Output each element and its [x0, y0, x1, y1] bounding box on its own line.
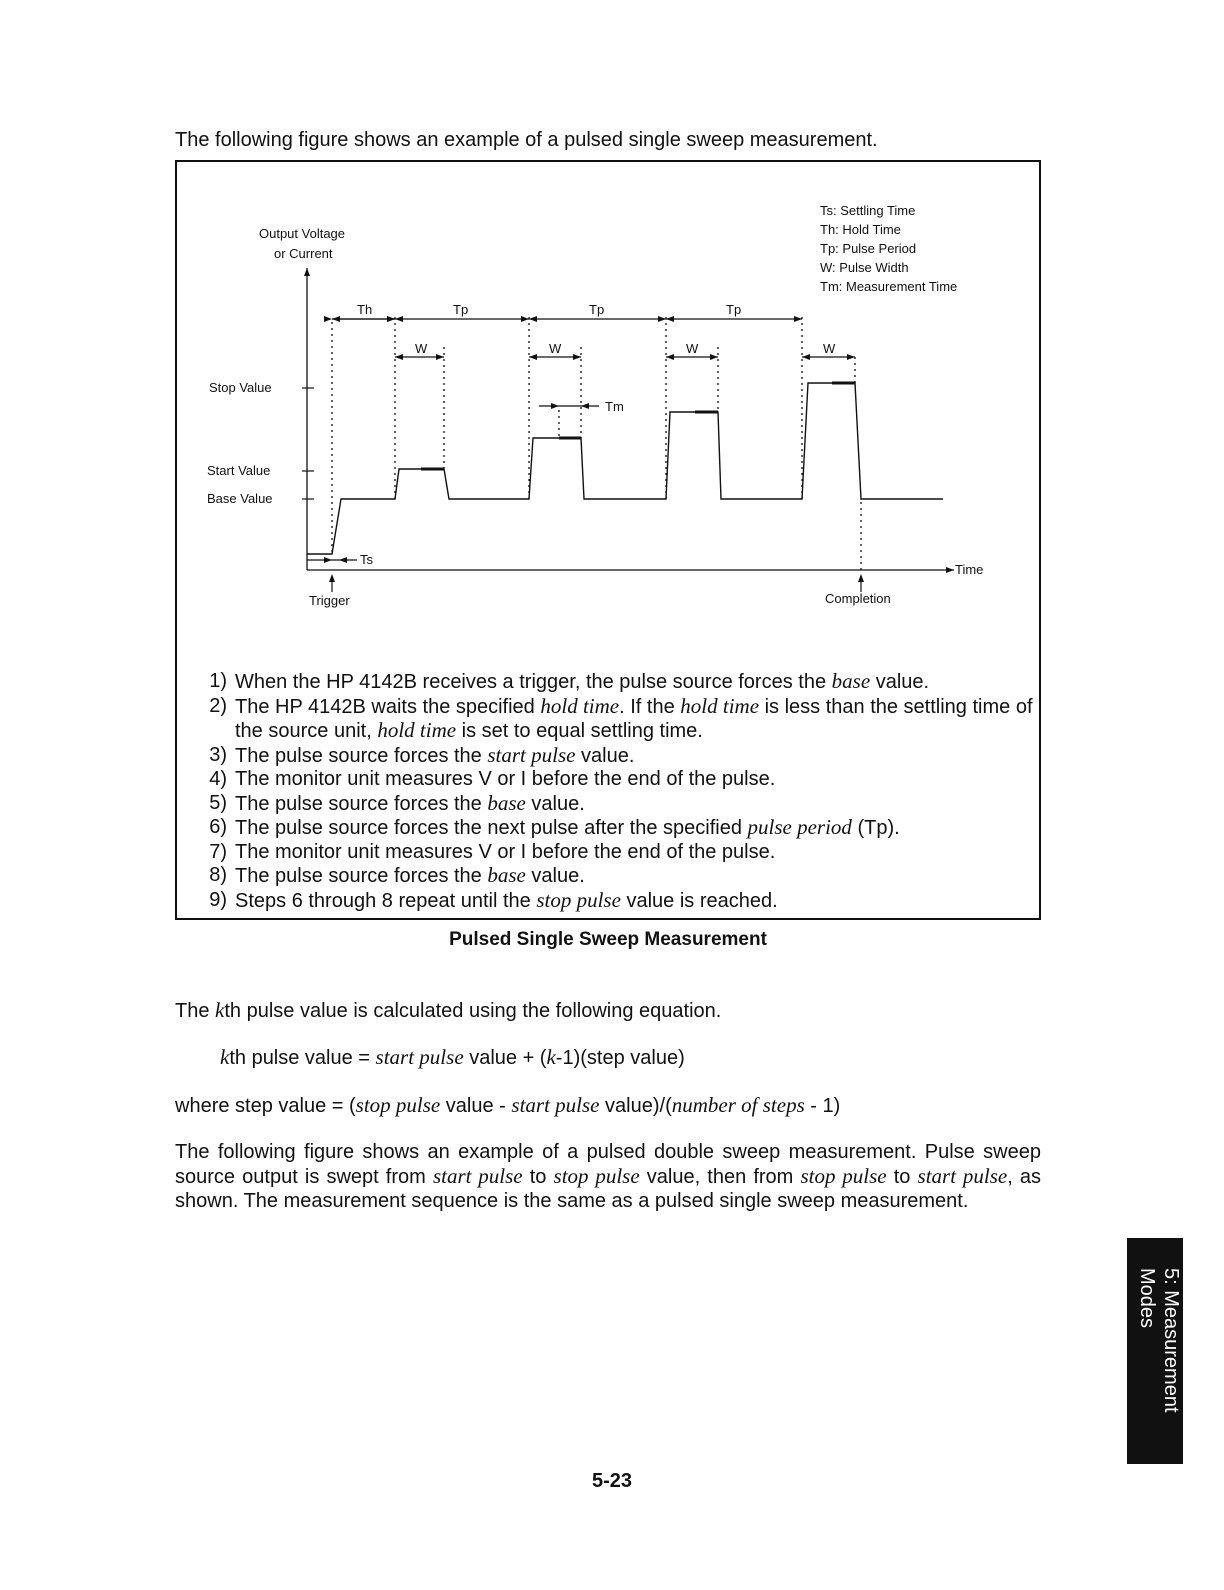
base-value-label: Base Value [207, 491, 273, 506]
completion-label: Completion [825, 591, 891, 606]
th-label: Th [357, 302, 373, 317]
y-axis-label-line2: or Current [274, 246, 333, 261]
double-sweep-paragraph: The following figure shows an example of a pulsed double sweep measurement. Pulse sweep source output is swept from start pulse to stop pulse value, then from stop pulse to start pulse, as shown. The measurement sequence is the same as a pulsed single sweep measurement. [175, 1141, 1041, 1212]
side-tab-line1: 5: Measurement [1160, 1268, 1182, 1413]
w-label-1: W [415, 341, 428, 356]
tp-label-1: Tp [453, 302, 469, 317]
y-axis-label-line1: Output Voltage [259, 226, 346, 241]
step-item: 9) Steps 6 through 8 repeat until the stop pulse value is reached. [197, 889, 1037, 914]
chapter-side-tab [1127, 1238, 1183, 1464]
w-label-2: W [549, 341, 562, 356]
step-item: 2) The HP 4142B waits the specified hold time. If the hold time is less than the settling time of the source unit, hold time is set to equal settling time. [197, 695, 1037, 744]
ts-label: Ts [360, 552, 373, 567]
stop-value-label: Stop Value [209, 380, 272, 395]
figure-frame [175, 160, 1041, 920]
start-value-label: Start Value [207, 463, 271, 478]
step-item: 4) The monitor unit measures V or I before the end of the pulse. [197, 768, 1037, 792]
pulse-timing-diagram [177, 162, 1043, 642]
step-item: 7) The monitor unit measures V or I before the end of the pulse. [197, 841, 1037, 865]
legend-w: W: Pulse Width [820, 260, 909, 275]
kth-intro-paragraph: The kth pulse value is calculated using the following equation. [175, 998, 722, 1022]
pulse-waveform [307, 383, 943, 554]
kth-equation: kth pulse value = start pulse value + (k-1)(step value) [220, 1045, 685, 1069]
step-value-equation: where step value = (stop pulse value - start pulse value)/(number of steps - 1) [175, 1093, 841, 1117]
step-number: 4) [209, 768, 227, 790]
intro-paragraph: The following figure shows an example of a pulsed single sweep measurement. [175, 129, 878, 151]
side-tab-line2: Modes [1136, 1268, 1158, 1329]
trigger-label: Trigger [309, 593, 350, 608]
step-item: 1) When the HP 4142B receives a trigger, the pulse source forces the base value. [197, 670, 1037, 695]
step-number: 6) [209, 816, 227, 838]
step-number: 8) [209, 864, 227, 886]
w-label-4: W [823, 341, 836, 356]
step-number: 2) [209, 694, 227, 717]
step-item: 3) The pulse source forces the start pulse value. [197, 744, 1037, 769]
dotted-guides [332, 317, 861, 570]
tp-label-2: Tp [589, 302, 605, 317]
legend-tp: Tp: Pulse Period [820, 241, 917, 256]
measurement-steps-list [197, 670, 1037, 913]
step-number: 3) [209, 743, 227, 766]
legend-th: Th: Hold Time [820, 222, 901, 237]
step-item: 8) The pulse source forces the base value. [197, 864, 1037, 889]
step-number: 9) [209, 888, 227, 911]
x-axis-label: Time [955, 562, 984, 577]
legend-tm: Tm: Measurement Time [820, 279, 958, 294]
tm-label: Tm [605, 399, 624, 414]
step-item: 6) The pulse source forces the next pulse after the specified pulse period (Tp). [197, 816, 1037, 841]
step-item: 5) The pulse source forces the base value. [197, 792, 1037, 817]
figure-caption: Pulsed Single Sweep Measurement [449, 929, 767, 950]
legend-ts: Ts: Settling Time [820, 203, 916, 218]
step-number: 1) [209, 670, 227, 692]
step-number: 5) [209, 791, 227, 814]
step-number: 7) [209, 840, 227, 863]
w-label-3: W [686, 341, 699, 356]
tp-label-3: Tp [726, 302, 742, 317]
page-number: 5-23 [591, 1470, 633, 1492]
